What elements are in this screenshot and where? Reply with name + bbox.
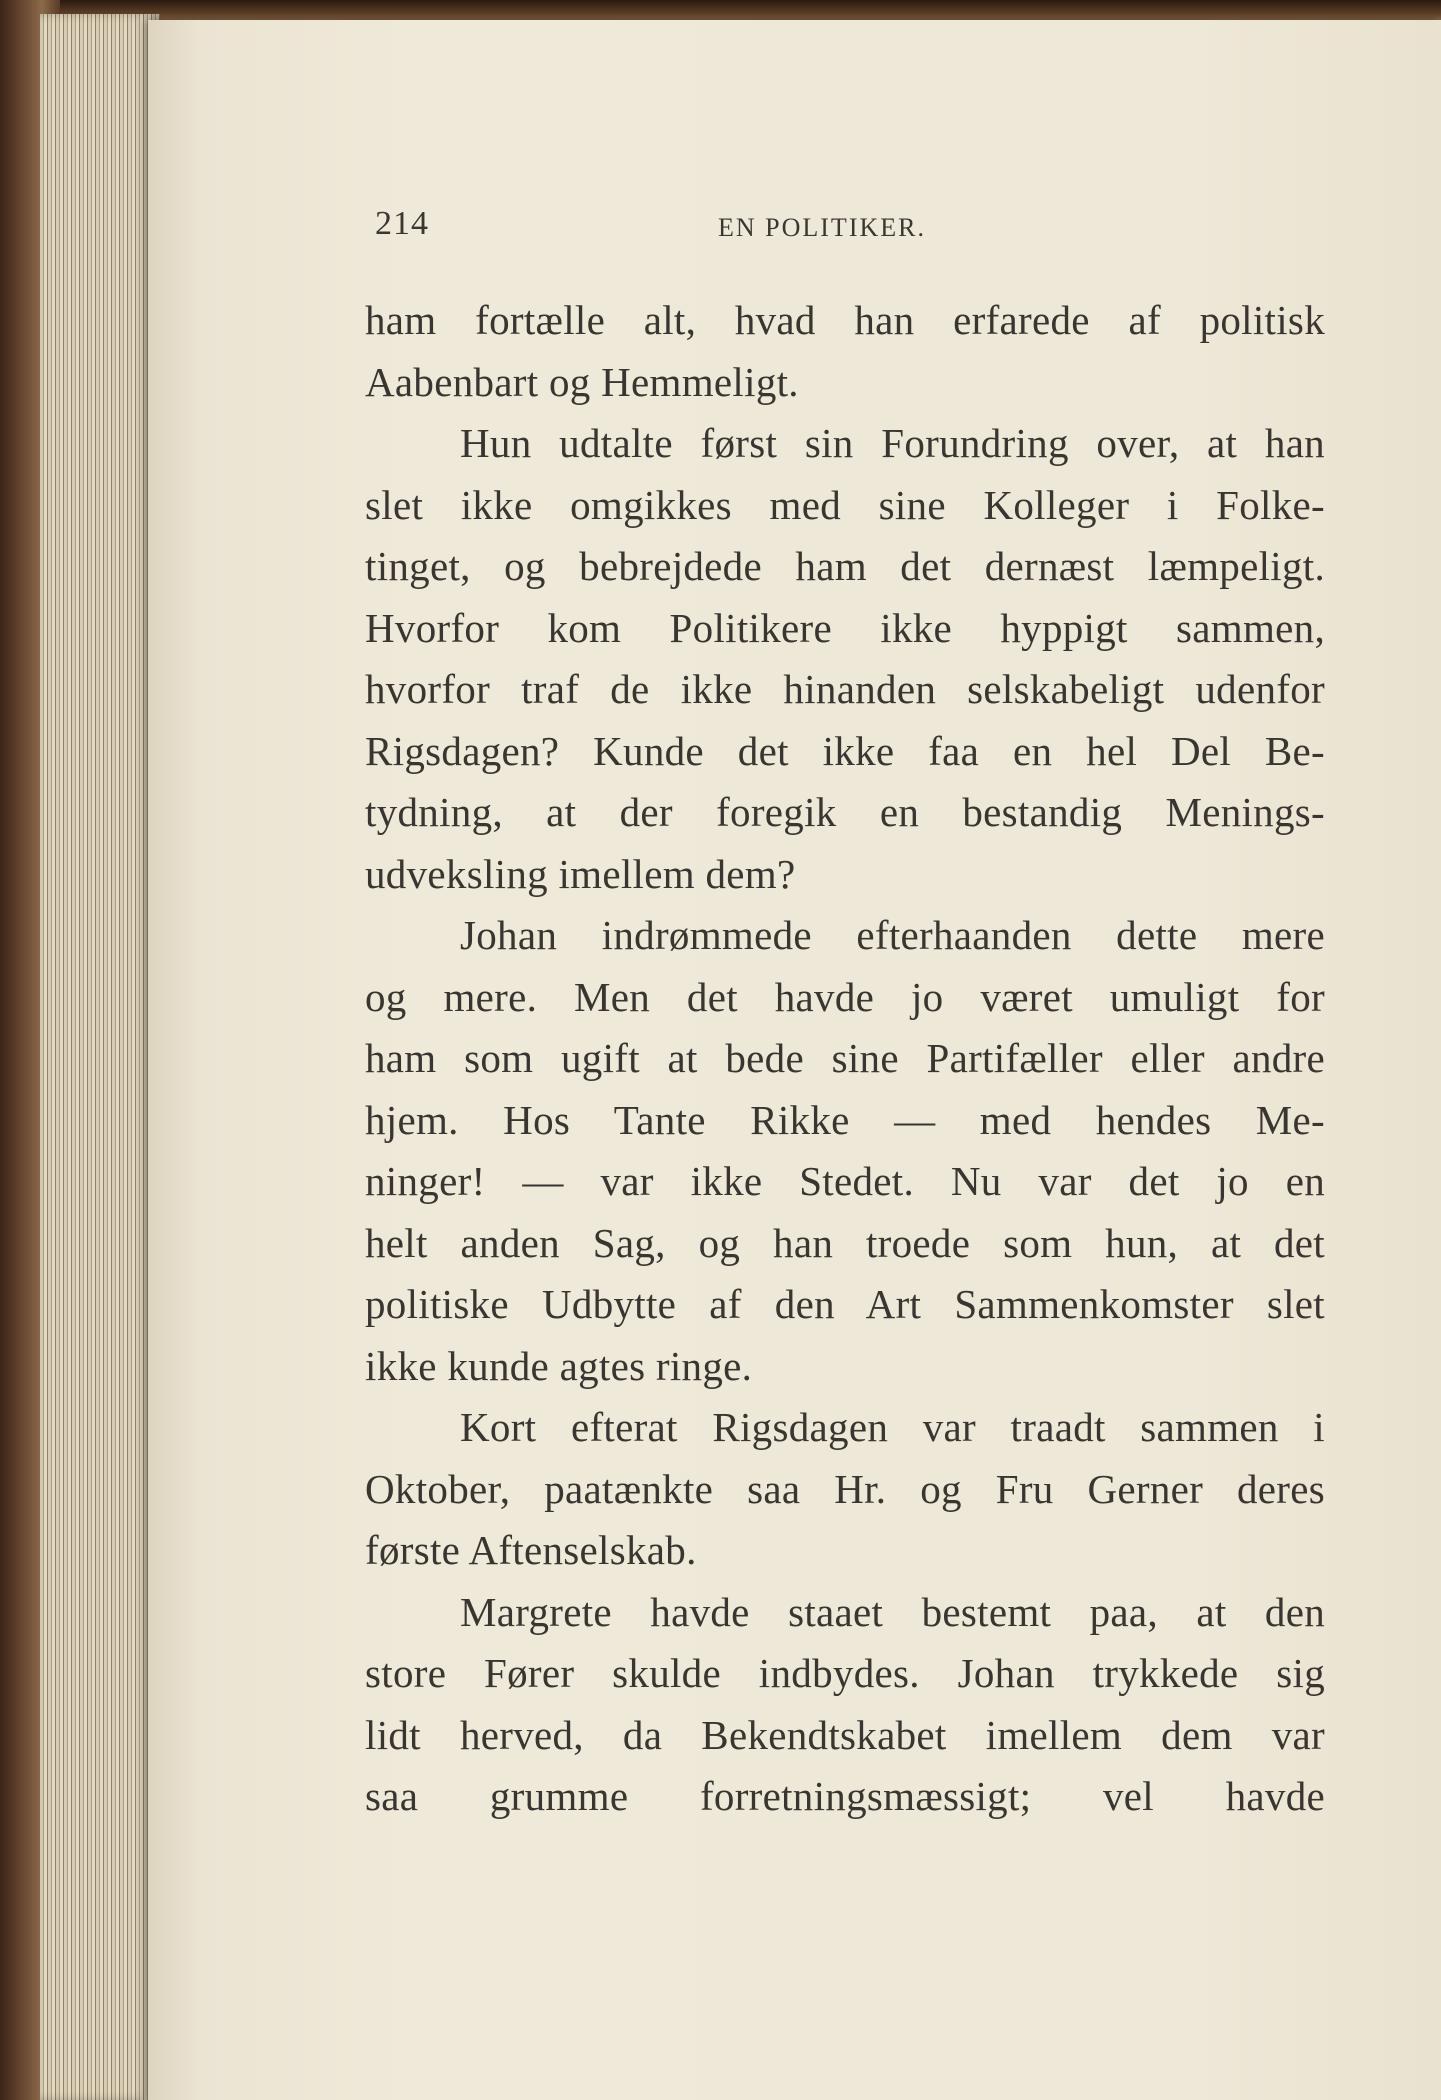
- text-line: saa grumme forretningsmæssigt; vel havde: [365, 1773, 1325, 1819]
- body-text: [365, 290, 1325, 1828]
- text-line: ham som ugift at bede sine Partifæller eller andre: [365, 1035, 1325, 1081]
- book-cover-top-edge: [0, 0, 1441, 22]
- text-line: ninger! — var ikke Stedet. Nu var det jo en: [365, 1158, 1325, 1204]
- text-line: Kort efterat Rigsdagen var traadt sammen i: [460, 1404, 1325, 1450]
- text-line: ham fortælle alt, hvad han erfarede af politisk: [365, 297, 1325, 343]
- page-number: 214: [375, 205, 429, 242]
- text-line: helt anden Sag, og han troede som hun, at det: [365, 1219, 1325, 1266]
- stacked-page-edges: [40, 14, 160, 2100]
- text-line: tinget, og bebrejdede ham det dernæst læmpeligt.: [365, 543, 1325, 589]
- text-line: hvorfor traf de ikke hinanden selskabeligt udenfor: [365, 666, 1325, 712]
- text-line: Rigsdagen? Kunde det ikke faa en hel Del Be-: [365, 727, 1325, 774]
- text-line: Margrete havde staaet bestemt paa, at den: [460, 1588, 1325, 1635]
- text-line: hjem. Hos Tante Rikke — med hendes Me-: [365, 1096, 1325, 1143]
- text-line: tydning, at der foregik en bestandig Menings-: [365, 789, 1325, 835]
- text-line: Hun udtalte først sin Forundring over, at han: [460, 420, 1325, 466]
- text-line: store Fører skulde indbydes. Johan trykkede sig: [365, 1650, 1325, 1696]
- text-line: første Aftenselskab.: [365, 1527, 697, 1573]
- text-line: slet ikke omgikkes med sine Kolleger i Folke-: [365, 481, 1325, 528]
- text-line: udveksling imellem dem?: [365, 850, 796, 897]
- text-line: Johan indrømmede efterhaanden dette mere: [460, 912, 1325, 958]
- text-line: lidt herved, da Bekendtskabet imellem dem var: [365, 1711, 1325, 1758]
- text-line: Aabenbart og Hemmeligt.: [365, 358, 799, 405]
- text-line: ikke kunde agtes ringe.: [365, 1342, 753, 1389]
- running-head: [375, 205, 975, 255]
- text-line: Oktober, paatænkte saa Hr. og Fru Gerner deres: [365, 1465, 1325, 1512]
- text-line: politiske Udbytte af den Art Sammenkomster slet: [365, 1281, 1325, 1327]
- running-title: EN POLITIKER.: [718, 213, 926, 242]
- text-line: Hvorfor kom Politikere ikke hyppigt sammen,: [365, 604, 1325, 651]
- text-line: og mere. Men det havde jo været umuligt for: [365, 973, 1325, 1020]
